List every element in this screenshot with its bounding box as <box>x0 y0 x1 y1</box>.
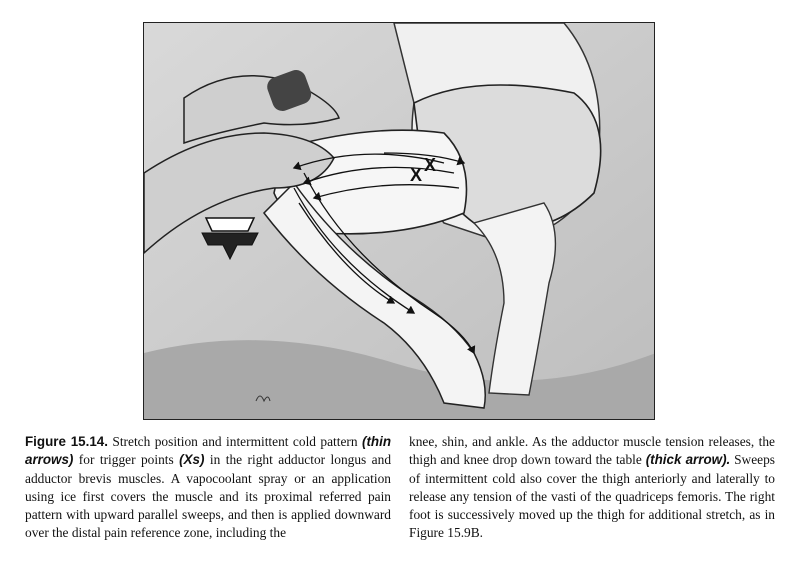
figure-label: Figure 15.14. <box>25 434 108 449</box>
caption-thick-arrow: (thick arrow). <box>645 452 731 468</box>
figure-drawing <box>144 23 655 420</box>
caption-column-left <box>25 433 391 543</box>
caption-thin-arrows: (thin arrows) <box>25 434 392 468</box>
caption-text-4: Sweeps of intermittent cold also cover the thigh anteriorly and laterally to release any tension of the vasti of the quadriceps femoris. The right foot is successively moved up the thigh for additional stretch, as in Figure 15.9B. <box>409 452 776 541</box>
trigger-point-x-1: X <box>410 165 423 185</box>
caption-column-right <box>409 433 775 543</box>
trigger-point-x-2: X <box>424 155 437 175</box>
caption-text-2: for trigger points <box>73 452 180 468</box>
caption-text-3a: in the right adductor longus and adductor brevis muscles. A vapocoolant spray or an application using ice first covers the muscle and its proximal referred pain pattern with upward parallel sweeps, and then is applied downward over the distal pain reference zone, including the <box>25 452 392 541</box>
caption-text-3b: knee, shin, and ankle. As the adductor muscle tension releases, the thigh and knee drop down toward the table <box>409 434 775 468</box>
caption-xs: (Xs) <box>179 452 205 468</box>
figure-illustration <box>143 22 655 420</box>
caption-text-1: Stretch position and intermittent cold pattern <box>107 434 363 449</box>
